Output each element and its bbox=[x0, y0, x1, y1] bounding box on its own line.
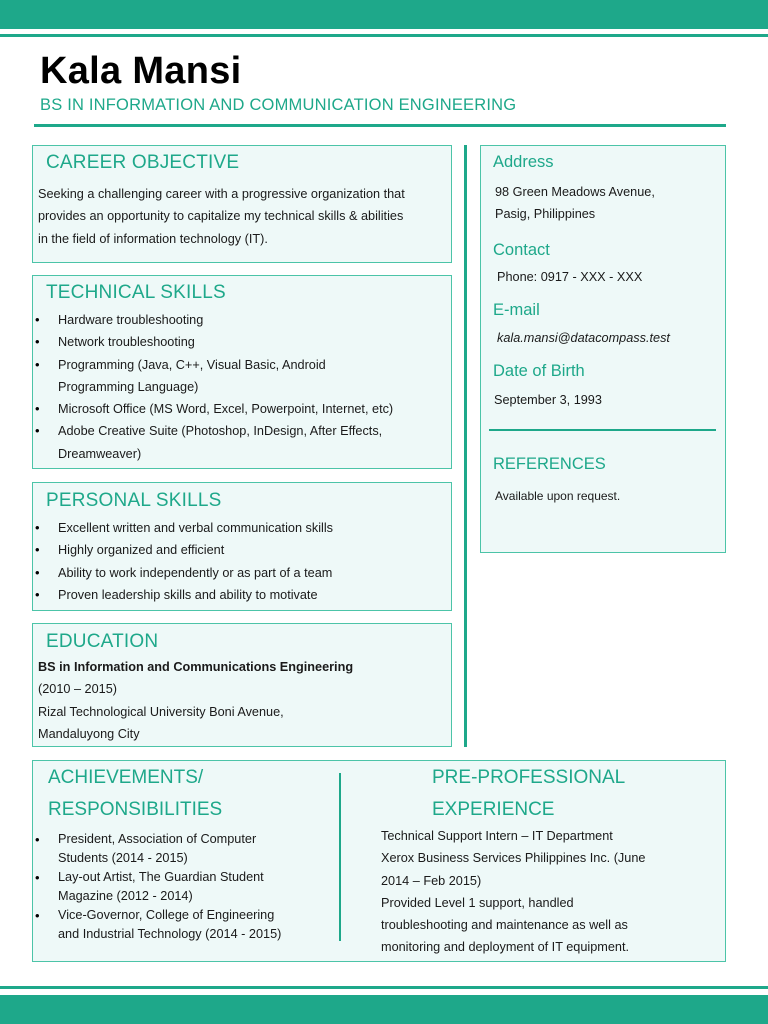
list-item: • Programming (Java, C++, Visual Basic, Android Programming Language) bbox=[34, 354, 446, 399]
list-item: • Excellent written and verbal communication skills bbox=[34, 517, 446, 539]
technical-skills-list bbox=[34, 309, 446, 465]
personal-skills-title: PERSONAL SKILLS bbox=[46, 490, 222, 511]
column-divider bbox=[464, 145, 467, 747]
address-title: Address bbox=[493, 153, 554, 171]
references-title: REFERENCES bbox=[493, 455, 606, 473]
email-title: E-mail bbox=[493, 301, 540, 319]
education-degree: BS in Information and Communications Engineering bbox=[38, 660, 354, 674]
top-rule bbox=[0, 34, 768, 37]
list-item: • Lay-out Artist, The Guardian Student Magazine (2012 - 2014) bbox=[34, 868, 334, 906]
list-item: • Network troubleshooting bbox=[34, 331, 446, 353]
dob-text: September 3, 1993 bbox=[494, 393, 602, 407]
address-text: 98 Green Meadows Avenue, Pasig, Philippines bbox=[495, 185, 655, 221]
achievements-title: ACHIEVEMENTS/ RESPONSIBILITIES bbox=[48, 767, 223, 820]
education-title: EDUCATION bbox=[46, 631, 159, 652]
applicant-degree: BS IN INFORMATION AND COMMUNICATION ENGINEERING bbox=[40, 96, 517, 114]
list-item: • Adobe Creative Suite (Photoshop, InDesign, After Effects, Dreamweaver) bbox=[34, 420, 446, 465]
education-details bbox=[38, 656, 353, 745]
list-item: • President, Association of Computer Students (2014 - 2015) bbox=[34, 830, 334, 868]
list-item: • Hardware troubleshooting bbox=[34, 309, 446, 331]
education-location: Mandaluyong City bbox=[38, 726, 140, 741]
personal-skills-list bbox=[34, 517, 446, 606]
technical-skills-title: TECHNICAL SKILLS bbox=[46, 282, 226, 303]
top-band bbox=[0, 0, 768, 29]
education-years: (2010 – 2015) bbox=[38, 682, 118, 697]
list-item: • Vice-Governor, College of Engineering and Industrial Technology (2014 - 2015) bbox=[34, 906, 334, 944]
phone-text: Phone: 0917 - XXX - XXX bbox=[497, 270, 643, 284]
dob-title: Date of Birth bbox=[493, 362, 585, 380]
contact-title: Contact bbox=[493, 241, 550, 259]
achievements-list bbox=[34, 830, 334, 944]
email-link[interactable]: kala.mansi@datacompass.test bbox=[497, 331, 670, 345]
experience-text: Technical Support Intern – IT Department Xerox Business Services Philippines Inc. (June 2014 – Feb 2015) Provided Level 1 support, handled troubleshooting and maintenance as well as monitoring and deployment of IT equipment. bbox=[381, 829, 646, 955]
bottom-rule bbox=[0, 986, 768, 989]
bottom-column-divider bbox=[339, 773, 341, 941]
education-school: Rizal Technological University Boni Avenue, bbox=[38, 704, 284, 719]
applicant-name: Kala Mansi bbox=[40, 50, 242, 92]
references-text: Available upon request. bbox=[495, 489, 621, 503]
list-item: • Microsoft Office (MS Word, Excel, Powerpoint, Internet, etc) bbox=[34, 398, 446, 420]
career-objective-title: CAREER OBJECTIVE bbox=[46, 152, 240, 173]
experience-title: PRE-PROFESSIONAL EXPERIENCE bbox=[432, 767, 626, 820]
header-rule bbox=[34, 124, 726, 127]
career-objective-text: Seeking a challenging career with a progressive organization that provides an opportunity to capitalize my technical skills & abilities in the field of information technology (IT). bbox=[38, 187, 405, 246]
list-item: • Ability to work independently or as part of a team bbox=[34, 562, 446, 584]
list-item: • Highly organized and efficient bbox=[34, 539, 446, 561]
sidebar-rule bbox=[489, 429, 716, 431]
list-item: • Proven leadership skills and ability to motivate bbox=[34, 584, 446, 606]
bottom-band bbox=[0, 995, 768, 1024]
